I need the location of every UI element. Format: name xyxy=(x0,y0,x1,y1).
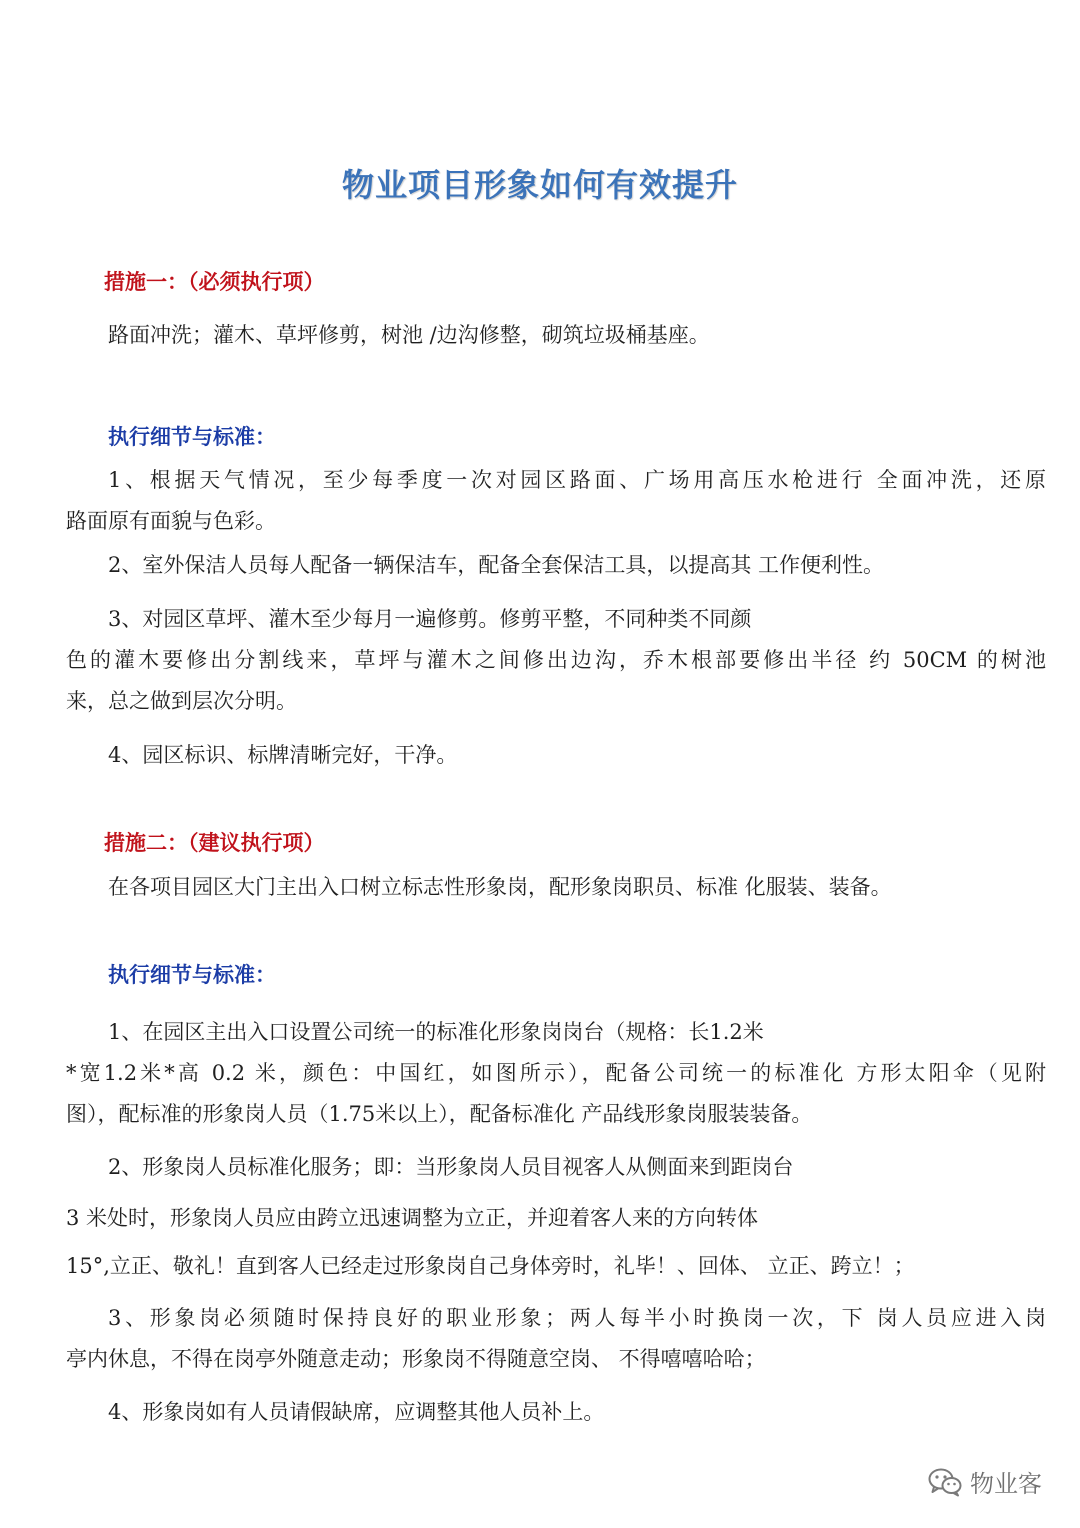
measure1-details-heading: 执行细节与标准： xyxy=(108,424,276,449)
measure2-item-1 xyxy=(66,1012,1046,1135)
measure1-item-1-line2: 路面原有面貌与色彩。 xyxy=(66,509,276,533)
wechat-icon xyxy=(928,1467,962,1497)
measure2-item-3 xyxy=(66,1298,1046,1380)
measure2-item-2-line3: 15°,立正、敬礼！直到客人已经走过形象岗自己身体旁时，礼毕！、回体、 立正、跨立！； xyxy=(66,1254,915,1278)
measure1-summary xyxy=(66,315,1046,356)
measure1-item-3-line2: 色的灌木要修出分割线来，草坪与灌木之间修出边沟，乔木根部要修出半径 约 50CM 的树池 xyxy=(66,648,1046,672)
measure1-item-3 xyxy=(66,599,1046,722)
measure1-item-4 xyxy=(66,735,1046,776)
measure2-item-3-line2: 亭内休息，不得在岗亭外随意走动；形象岗不得随意空岗、 不得嘻嘻哈哈； xyxy=(66,1347,766,1371)
measure2-summary-text: 在各项目园区大门主出入口树立标志性形象岗，配形象岗职员、标准 化服装、装备。 xyxy=(108,875,892,899)
measure2-item-2-line2: 3 米处时，形象岗人员应由跨立迅速调整为立正，并迎着客人来的方向转体 xyxy=(66,1206,759,1230)
measure2-details-heading: 执行细节与标准： xyxy=(108,962,276,987)
measure2-item-4-line1: 4、形象岗如有人员请假缺席，应调整其他人员补上。 xyxy=(108,1400,605,1424)
watermark-text: 物业客 xyxy=(970,1470,1042,1498)
measure1-item-3-line1: 3、对园区草坪、灌木至少每月一遍修剪。修剪平整，不同种类不同颜 xyxy=(108,607,752,631)
measure1-item-2 xyxy=(66,545,1046,586)
measure2-item-3-line1: 3、形象岗必须随时保持良好的职业形象；两人每半小时换岗一次，下 岗人员应进入岗 xyxy=(108,1306,1046,1330)
measure2-item-1-line1: 1、在园区主出入口设置公司统一的标准化形象岗岗台（规格：长1.2米 xyxy=(108,1020,764,1044)
measure2-item-2 xyxy=(66,1147,1046,1287)
measure2-summary xyxy=(66,867,1046,908)
measure1-item-1 xyxy=(66,460,1046,542)
measure1-item-4-line1: 4、园区标识、标牌清晰完好，干净。 xyxy=(108,743,458,767)
measure2-heading: 措施二：（建议执行项） xyxy=(104,830,325,855)
measure2-item-4 xyxy=(66,1392,1046,1433)
measure2-item-1-line3: 图），配标准的形象岗人员（1.75米以上），配备标准化 产品线形象岗服装装备。 xyxy=(66,1102,813,1126)
measure1-item-1-line1: 1、根据天气情况，至少每季度一次对园区路面、广场用高压水枪进行 全面冲洗，还原 xyxy=(108,468,1046,492)
watermark xyxy=(928,1464,1042,1499)
measure1-summary-text: 路面冲洗；灌木、草坪修剪，树池 /边沟修整，砌筑垃圾桶基座。 xyxy=(108,323,710,347)
page-title: 物业项目形象如何有效提升 xyxy=(341,166,738,204)
measure2-item-1-line2: *宽1.2米*高 0.2 米，颜色：中国红，如图所示），配备公司统一的标准化 方形太阳伞（见附 xyxy=(66,1061,1046,1085)
measure1-item-2-line1: 2、室外保洁人员每人配备一辆保洁车，配备全套保洁工具，以提高其 工作便利性。 xyxy=(108,553,885,577)
measure2-item-2-line1: 2、形象岗人员标准化服务；即：当形象岗人员目视客人从侧面来到距岗台 xyxy=(108,1155,794,1179)
measure1-item-3-line3: 来，总之做到层次分明。 xyxy=(66,689,297,713)
measure1-heading: 措施一：（必须执行项） xyxy=(104,269,325,294)
